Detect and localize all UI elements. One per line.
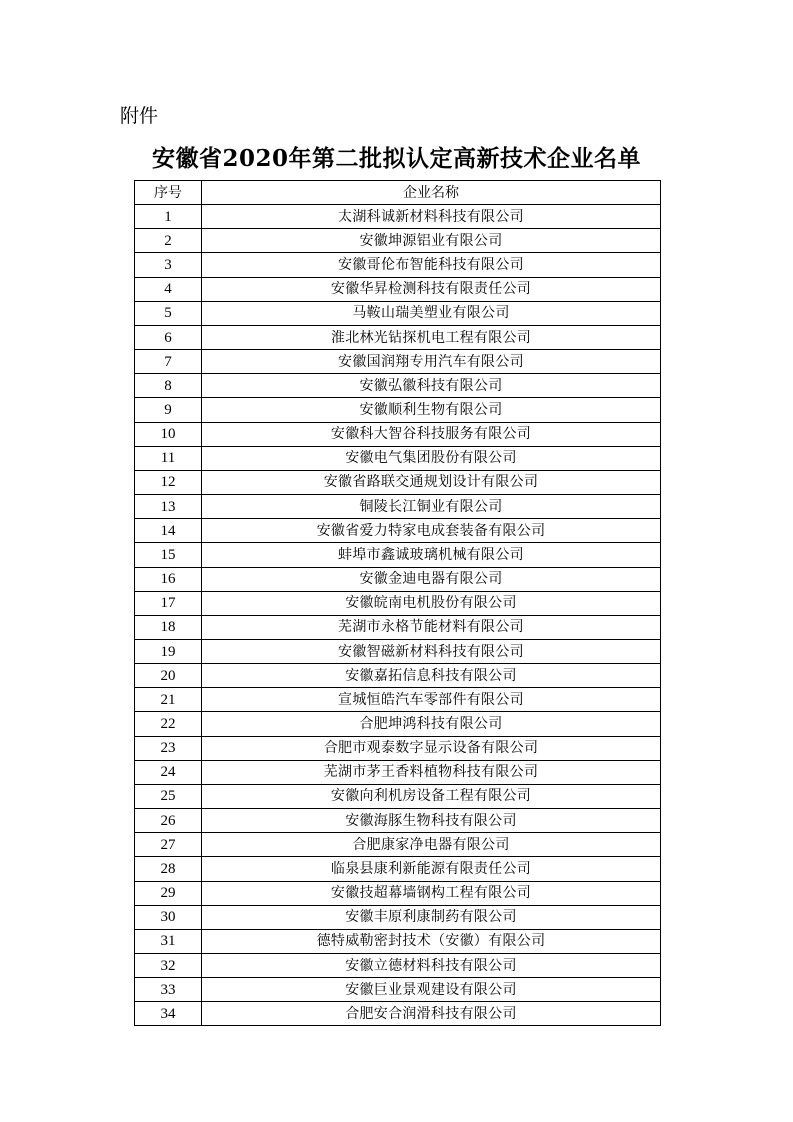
row-company-name: 安徽海豚生物科技有限公司 (202, 809, 661, 833)
row-company-name: 太湖科诚新材料科技有限公司 (202, 205, 661, 229)
table-row (135, 422, 661, 446)
table-row (135, 615, 661, 639)
table-row (135, 446, 661, 470)
table-row (135, 277, 661, 301)
row-company-name: 合肥坤鸿科技有限公司 (202, 712, 661, 736)
row-company-name: 淮北林光钻探机电工程有限公司 (202, 325, 661, 349)
row-company-name: 合肥安合润滑科技有限公司 (202, 1002, 661, 1026)
header-company-name: 企业名称 (202, 181, 661, 205)
row-serial-number: 17 (135, 591, 202, 615)
table-row (135, 1002, 661, 1026)
row-serial-number: 25 (135, 784, 202, 808)
row-serial-number: 2 (135, 229, 202, 253)
table-row (135, 301, 661, 325)
table-row (135, 543, 661, 567)
table-row (135, 350, 661, 374)
row-serial-number: 32 (135, 954, 202, 978)
row-serial-number: 5 (135, 301, 202, 325)
table-row (135, 664, 661, 688)
row-company-name: 安徽哥伦布智能科技有限公司 (202, 253, 661, 277)
attachment-label: 附件 (120, 105, 159, 127)
row-company-name: 安徽顺利生物有限公司 (202, 398, 661, 422)
table-row (135, 760, 661, 784)
table-body (135, 205, 661, 1026)
table-row (135, 809, 661, 833)
row-serial-number: 34 (135, 1002, 202, 1026)
row-company-name: 合肥康家净电器有限公司 (202, 833, 661, 857)
company-table (134, 180, 661, 1026)
row-serial-number: 8 (135, 374, 202, 398)
row-company-name: 安徽嘉拓信息科技有限公司 (202, 664, 661, 688)
document-title: 安徽省2020年第二批拟认定高新技术企业名单 (151, 145, 641, 172)
table-row (135, 978, 661, 1002)
row-serial-number: 33 (135, 978, 202, 1002)
row-company-name: 安徽技超幕墙钢构工程有限公司 (202, 881, 661, 905)
row-company-name: 安徽巨业景观建设有限公司 (202, 978, 661, 1002)
table-row (135, 929, 661, 953)
row-serial-number: 11 (135, 446, 202, 470)
table-row (135, 229, 661, 253)
row-serial-number: 29 (135, 881, 202, 905)
table-row (135, 639, 661, 663)
row-serial-number: 1 (135, 205, 202, 229)
table-row (135, 470, 661, 494)
row-serial-number: 6 (135, 325, 202, 349)
row-serial-number: 22 (135, 712, 202, 736)
row-serial-number: 24 (135, 760, 202, 784)
row-serial-number: 27 (135, 833, 202, 857)
row-company-name: 安徽坤源铝业有限公司 (202, 229, 661, 253)
table-row (135, 881, 661, 905)
row-serial-number: 9 (135, 398, 202, 422)
row-company-name: 安徽金迪电器有限公司 (202, 567, 661, 591)
row-serial-number: 19 (135, 639, 202, 663)
table-row (135, 954, 661, 978)
table-row (135, 567, 661, 591)
row-company-name: 安徽向利机房设备工程有限公司 (202, 784, 661, 808)
row-serial-number: 14 (135, 519, 202, 543)
row-serial-number: 20 (135, 664, 202, 688)
table-row (135, 784, 661, 808)
row-serial-number: 31 (135, 929, 202, 953)
table-row (135, 857, 661, 881)
row-company-name: 芜湖市永格节能材料有限公司 (202, 615, 661, 639)
header-serial-number: 序号 (135, 181, 202, 205)
row-company-name: 芜湖市茅王香料植物科技有限公司 (202, 760, 661, 784)
table-header-row (135, 181, 661, 205)
row-company-name: 安徽弘徽科技有限公司 (202, 374, 661, 398)
row-company-name: 安徽智磁新材料科技有限公司 (202, 639, 661, 663)
row-company-name: 临泉县康利新能源有限责任公司 (202, 857, 661, 881)
row-company-name: 安徽华昇检测科技有限责任公司 (202, 277, 661, 301)
row-serial-number: 12 (135, 470, 202, 494)
row-company-name: 安徽国润翔专用汽车有限公司 (202, 350, 661, 374)
row-serial-number: 13 (135, 495, 202, 519)
row-company-name: 马鞍山瑞美塑业有限公司 (202, 301, 661, 325)
row-company-name: 蚌埠市鑫诚玻璃机械有限公司 (202, 543, 661, 567)
table-row (135, 374, 661, 398)
row-company-name: 安徽电气集团股份有限公司 (202, 446, 661, 470)
table-row (135, 495, 661, 519)
row-company-name: 安徽科大智谷科技服务有限公司 (202, 422, 661, 446)
row-serial-number: 23 (135, 736, 202, 760)
row-company-name: 安徽省爱力特家电成套装备有限公司 (202, 519, 661, 543)
table-row (135, 325, 661, 349)
row-company-name: 铜陵长江铜业有限公司 (202, 495, 661, 519)
row-serial-number: 15 (135, 543, 202, 567)
row-company-name: 合肥市观泰数字显示设备有限公司 (202, 736, 661, 760)
table-row (135, 591, 661, 615)
row-serial-number: 10 (135, 422, 202, 446)
table-row (135, 736, 661, 760)
table-row (135, 712, 661, 736)
row-company-name: 安徽皖南电机股份有限公司 (202, 591, 661, 615)
row-serial-number: 18 (135, 615, 202, 639)
table-row (135, 519, 661, 543)
row-company-name: 安徽立德材料科技有限公司 (202, 954, 661, 978)
row-serial-number: 28 (135, 857, 202, 881)
row-serial-number: 21 (135, 688, 202, 712)
table-row (135, 205, 661, 229)
row-company-name: 宣城恒皓汽车零部件有限公司 (202, 688, 661, 712)
table-row (135, 688, 661, 712)
row-serial-number: 4 (135, 277, 202, 301)
row-serial-number: 26 (135, 809, 202, 833)
table-row (135, 253, 661, 277)
row-serial-number: 7 (135, 350, 202, 374)
row-serial-number: 3 (135, 253, 202, 277)
row-company-name: 安徽省路联交通规划设计有限公司 (202, 470, 661, 494)
table-row (135, 833, 661, 857)
row-serial-number: 30 (135, 905, 202, 929)
table-row (135, 905, 661, 929)
row-company-name: 安徽丰原利康制药有限公司 (202, 905, 661, 929)
row-serial-number: 16 (135, 567, 202, 591)
table-row (135, 398, 661, 422)
row-company-name: 德特威勒密封技术（安徽）有限公司 (202, 929, 661, 953)
